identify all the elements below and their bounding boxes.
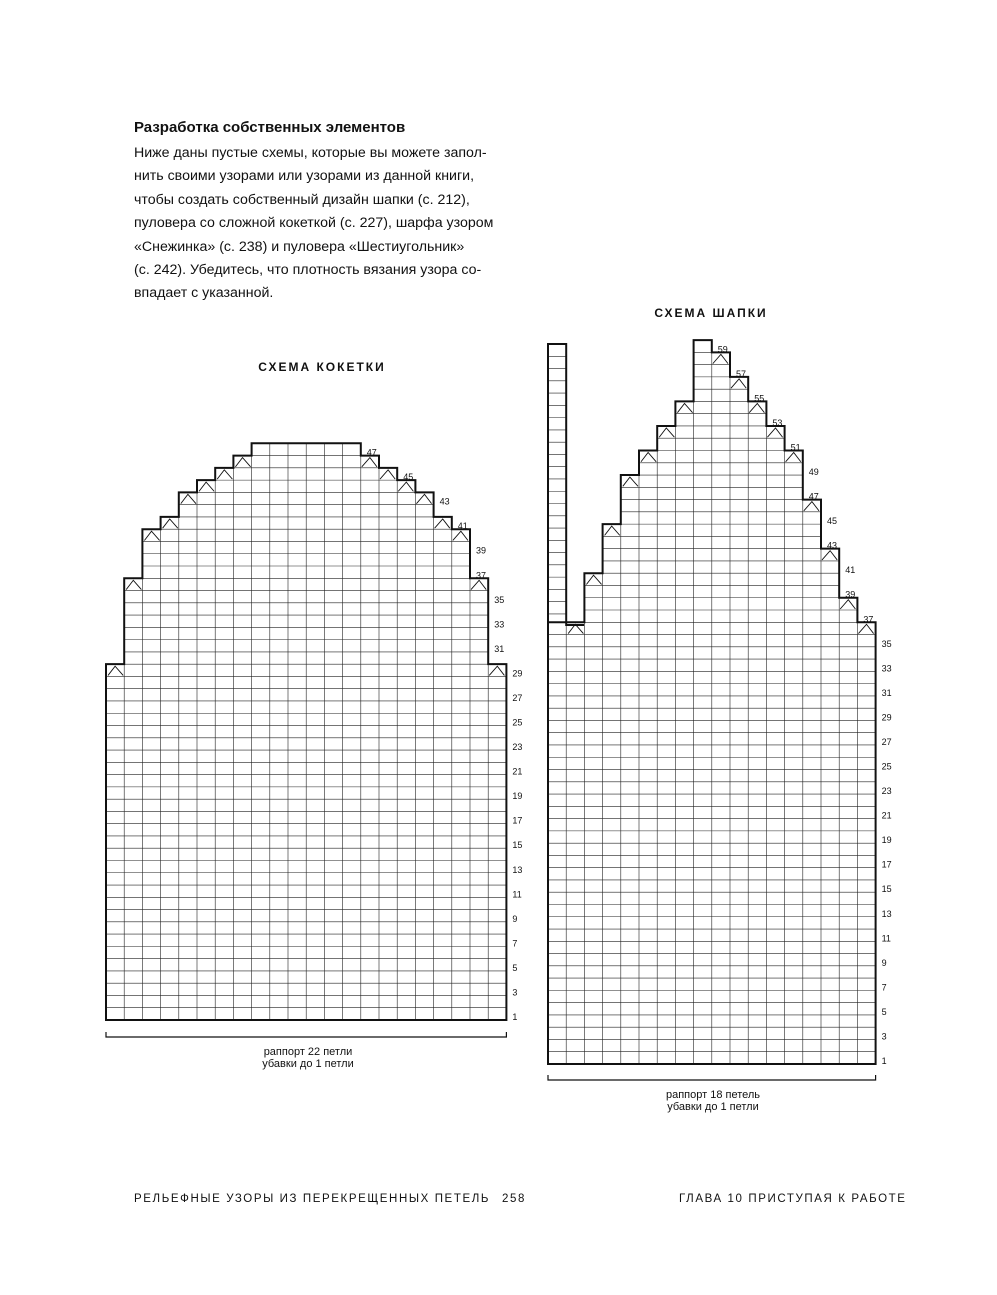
decrease-mark (108, 666, 123, 675)
decrease-mark (380, 470, 395, 479)
decrease-mark (435, 519, 450, 528)
row-number-label: 55 (754, 393, 765, 404)
decrease-mark (199, 482, 214, 491)
row-number-label: 17 (881, 859, 892, 870)
row-number-label: 31 (494, 643, 505, 654)
row-number-label: 43 (827, 540, 838, 551)
row-number-label: 59 (717, 344, 728, 355)
decrease-mark (767, 428, 782, 437)
row-number-label: 23 (512, 742, 523, 753)
decrease-mark (181, 494, 196, 503)
hat-caption-repeat: раппорт 18 петель (665, 1089, 761, 1101)
row-number-label: 47 (366, 447, 377, 458)
row-number-label: 25 (881, 761, 892, 772)
decrease-mark (471, 580, 486, 589)
row-number-label: 15 (881, 884, 892, 895)
row-number-label: 53 (772, 417, 783, 428)
row-number-label: 41 (845, 565, 856, 576)
side-strip-outline (548, 344, 584, 625)
decrease-mark (163, 519, 178, 528)
decrease-mark (731, 379, 746, 388)
repeat-bracket (106, 1032, 506, 1037)
yoke-chart-title: СХЕМА КОКЕТКИ (258, 360, 386, 374)
intro-line: Ниже даны пустые схемы, которые вы можете запол- (134, 145, 487, 161)
row-number-label: 5 (512, 962, 518, 973)
decrease-mark (398, 482, 413, 491)
row-number-label: 33 (881, 663, 892, 674)
row-number-label: 3 (512, 987, 518, 998)
decrease-mark (416, 494, 431, 503)
row-number-label: 15 (512, 840, 523, 851)
hat-caption-decrease: убавки до 1 петли (667, 1101, 759, 1113)
row-number-label: 19 (881, 835, 892, 846)
decrease-mark (235, 458, 250, 467)
intro-line: пуловера со сложной кокеткой (с. 227), шарфа узором (134, 215, 494, 232)
row-number-label: 45 (403, 472, 414, 483)
decrease-mark (677, 403, 692, 412)
row-number-label: 27 (512, 692, 523, 703)
section-title: Разработка собственных элементов (134, 119, 406, 136)
hat-chart-grid (548, 340, 892, 1080)
decrease-mark (126, 580, 141, 589)
decrease-mark (804, 502, 819, 511)
row-number-label: 31 (881, 687, 892, 698)
row-number-label: 7 (512, 938, 518, 949)
row-number-label: 37 (863, 614, 874, 625)
row-number-label: 51 (790, 442, 801, 453)
row-number-label: 23 (881, 786, 892, 797)
repeat-bracket (548, 1075, 876, 1080)
decrease-mark (749, 403, 764, 412)
row-number-label: 41 (457, 521, 468, 532)
row-number-label: 29 (512, 668, 523, 679)
row-number-label: 29 (881, 712, 892, 723)
row-number-label: 39 (845, 589, 856, 600)
decrease-mark (840, 600, 855, 609)
row-number-label: 25 (512, 717, 523, 728)
intro-line: нить своими узорами или узорами из данной книги, (134, 168, 475, 185)
yoke-caption-repeat: раппорт 22 петли (263, 1046, 353, 1058)
intro-line: впадает с указанной. (134, 285, 274, 302)
row-number-label: 47 (808, 491, 819, 502)
yoke-chart-grid (106, 443, 522, 1037)
row-number-label: 13 (881, 908, 892, 919)
decrease-mark (641, 453, 656, 462)
decrease-mark (713, 354, 728, 363)
intro-line: (с. 242). Убедитесь, что плотность вязания узора со- (134, 262, 482, 279)
row-number-label: 49 (808, 467, 819, 478)
row-number-label: 37 (476, 570, 487, 581)
row-number-label: 5 (881, 1006, 887, 1017)
intro-line: «Снежинка» (с. 238) и пуловера «Шестиугольник» (134, 238, 465, 255)
row-number-label: 9 (881, 957, 887, 968)
row-number-label: 35 (881, 638, 892, 649)
intro-line: чтобы создать собственный дизайн шапки (с. 212), (134, 191, 470, 208)
row-number-label: 35 (494, 594, 505, 605)
decrease-mark (858, 624, 873, 633)
row-number-label: 13 (512, 864, 523, 875)
decrease-mark (217, 470, 232, 479)
row-number-label: 1 (512, 1012, 518, 1022)
row-number-label: 9 (512, 913, 518, 924)
row-number-label: 43 (439, 496, 450, 507)
yoke-chart-caption (208, 1046, 408, 1070)
decrease-mark (659, 428, 674, 437)
yoke-caption-decrease: убавки до 1 петли (262, 1058, 354, 1070)
row-number-label: 1 (881, 1056, 887, 1066)
row-number-label: 19 (512, 791, 523, 802)
row-number-label: 33 (494, 619, 505, 630)
hat-chart-title: СХЕМА ШАПКИ (654, 306, 768, 320)
row-number-label: 39 (476, 545, 487, 556)
decrease-mark (586, 575, 601, 584)
row-number-label: 17 (512, 815, 523, 826)
row-number-label: 21 (512, 766, 523, 777)
row-number-label: 27 (881, 736, 892, 747)
decrease-mark (453, 531, 468, 540)
row-number-label: 11 (512, 889, 522, 900)
row-number-label: 3 (881, 1031, 887, 1042)
decrease-mark (605, 526, 620, 535)
row-number-label: 7 (881, 982, 887, 993)
decrease-mark (786, 453, 801, 462)
row-number-label: 21 (881, 810, 892, 821)
decrease-mark (623, 477, 638, 486)
decrease-mark (489, 666, 504, 675)
hat-chart-caption (613, 1089, 813, 1113)
row-number-label: 11 (881, 933, 891, 944)
decrease-mark (822, 551, 837, 560)
row-number-label: 45 (827, 516, 838, 527)
footer-chapter-title: ГЛАВА 10 ПРИСТУПАЯ К РАБОТЕ (679, 1193, 907, 1205)
row-number-label: 57 (736, 368, 747, 379)
page-number: 258 (502, 1193, 526, 1205)
decrease-mark (362, 458, 377, 467)
footer-running-title: РЕЛЬЕФНЫЕ УЗОРЫ ИЗ ПЕРЕКРЕЩЕННЫХ ПЕТЕЛЬ (134, 1193, 491, 1205)
decrease-mark (144, 531, 159, 540)
